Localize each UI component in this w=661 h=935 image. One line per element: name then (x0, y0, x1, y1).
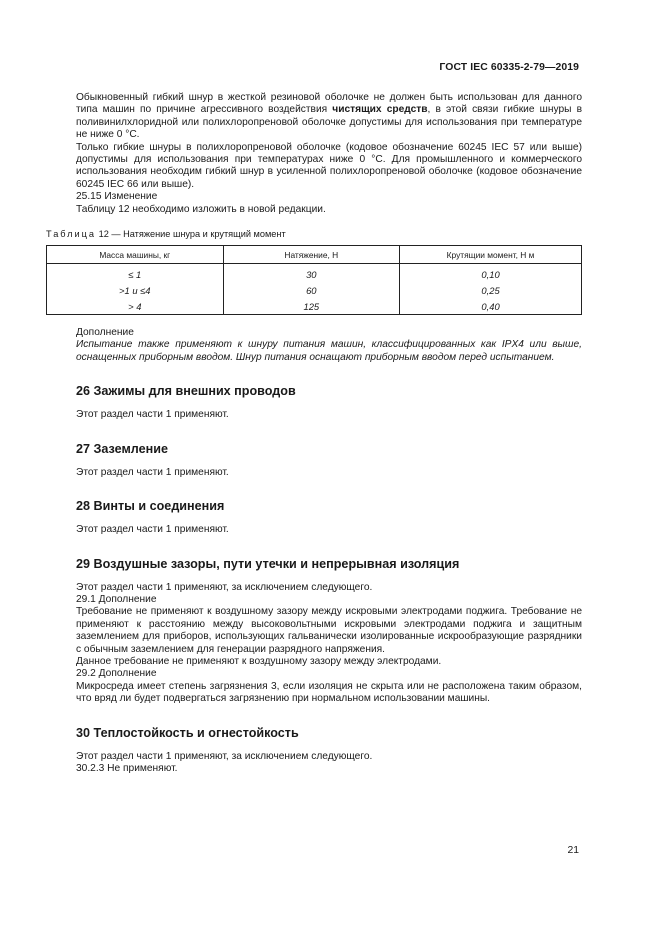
table-cell: 0,40 (400, 298, 582, 315)
table-cell: 30 (223, 264, 400, 283)
section-29-p6: Микросреда имеет степень загрязнения 3, если изоляция не скрыта или не расположена таким образом, что вряд ли будет подвергаться загрязнению при нормальном использовании машины. (76, 680, 582, 705)
table-header-tension: Натяжение, Н (223, 246, 400, 264)
tension-torque-table (46, 245, 582, 315)
section-29-2-heading: 29.2 Дополнение (76, 668, 157, 680)
section-29-1-heading: 29.1 Дополнение (76, 593, 157, 605)
section-28-text: Этот раздел части 1 применяют. (76, 524, 229, 536)
table-header-torque: Крутящии момент, Н м (400, 246, 582, 264)
intro-p1-bold: чистящих средств (332, 104, 428, 116)
subclause-25-15: 25.15 Изменение (76, 191, 158, 203)
table-header-mass: Масса машины, кг (47, 246, 224, 264)
table-cell: ≤ 1 (47, 264, 224, 283)
section-28-title: 28 Винты и соединения (76, 499, 225, 514)
intro-paragraph-4: Таблицу 12 необходимо изложить в новой редакции. (76, 203, 326, 215)
table-caption-word: Таблица (46, 229, 97, 240)
section-27-title: 27 Заземление (76, 441, 168, 456)
table-cell: 125 (223, 298, 400, 315)
intro-p1-text-a: Обыкновенный гибкий шнур в жесткой резиновой оболочке не должен быть использован для данного типа машин по причине агрессивного воздействия (76, 92, 582, 116)
section-26-title: 26 Зажимы для внешних проводов (76, 384, 296, 399)
addendum-text: Испытание также применяют к шнуру питания машин, классифицированных как IPX4 или выше, оснащенных приборным вводом. Шнур питания оснащают приборным вводом перед испытанием. (76, 339, 582, 363)
section-29-p4: Данное требование не применяют к воздушному зазору между электродами. (76, 655, 442, 667)
table-cell: 60 (223, 282, 400, 298)
table-header-row (47, 246, 582, 264)
section-30-p2: 30.2.3 Не применяют. (76, 762, 178, 774)
page-content (46, 92, 582, 775)
table-caption (46, 229, 582, 240)
section-27-text: Этот раздел части 1 применяют. (76, 466, 229, 478)
section-29-title: 29 Воздушные зазоры, пути утечки и непрерывная изоляция (76, 556, 460, 571)
section-30-title: 30 Теплостойкость и огнестойкость (76, 725, 299, 740)
intro-paragraph-1 (76, 92, 582, 142)
document-id-header: ГОСТ IEC 60335-2-79—2019 (439, 62, 579, 73)
section-29-p3: Требование не применяют к воздушному зазору между искровыми электродами поджига. Требование не применяют к расстоянию между высоковольтными искровыми электродами поджига и защитным заземлением для приборов, использующих гальванически изолированные искрообразующие разрядники с обычным заземлением для генерации разрядного напряжения. (76, 606, 582, 655)
table-caption-text: 12 — Натяжение шнура и крутящий момент (96, 229, 286, 240)
intro-p1-text-b: , в этой связи гибкие шнуры в поливинилхлоридной или полихлоропреновой оболочке допустимы для использования при температуре не ниже 0 °С. (76, 104, 582, 141)
section-30-p1: Этот раздел части 1 применяют, за исключением следующего. (76, 750, 373, 762)
intro-paragraph-2: Только гибкие шнуры в полихлоропреновой оболочке (кодовое обозначение 60245 IEC 57 или выше) допустимы для использования при температурах ниже 0 °С. Для промышленного и коммерческого использования необходим гибкий шнур в усиленной полихлоропреновой оболочке (кодовое обозначение 60245 IEC 66 или выше). (76, 141, 582, 190)
table-cell: >1 и ≤4 (47, 282, 224, 298)
table-cell: 0,10 (400, 264, 582, 283)
section-29-p1: Этот раздел части 1 применяют, за исключением следующего. (76, 581, 373, 593)
page-number: 21 (567, 845, 579, 856)
section-26-text: Этот раздел части 1 применяют. (76, 409, 229, 421)
table-row (47, 282, 582, 298)
addendum-label: Дополнение (76, 327, 134, 339)
table-row (47, 298, 582, 315)
table-row (47, 264, 582, 283)
table-cell: 0,25 (400, 282, 582, 298)
table-cell: > 4 (47, 298, 224, 315)
